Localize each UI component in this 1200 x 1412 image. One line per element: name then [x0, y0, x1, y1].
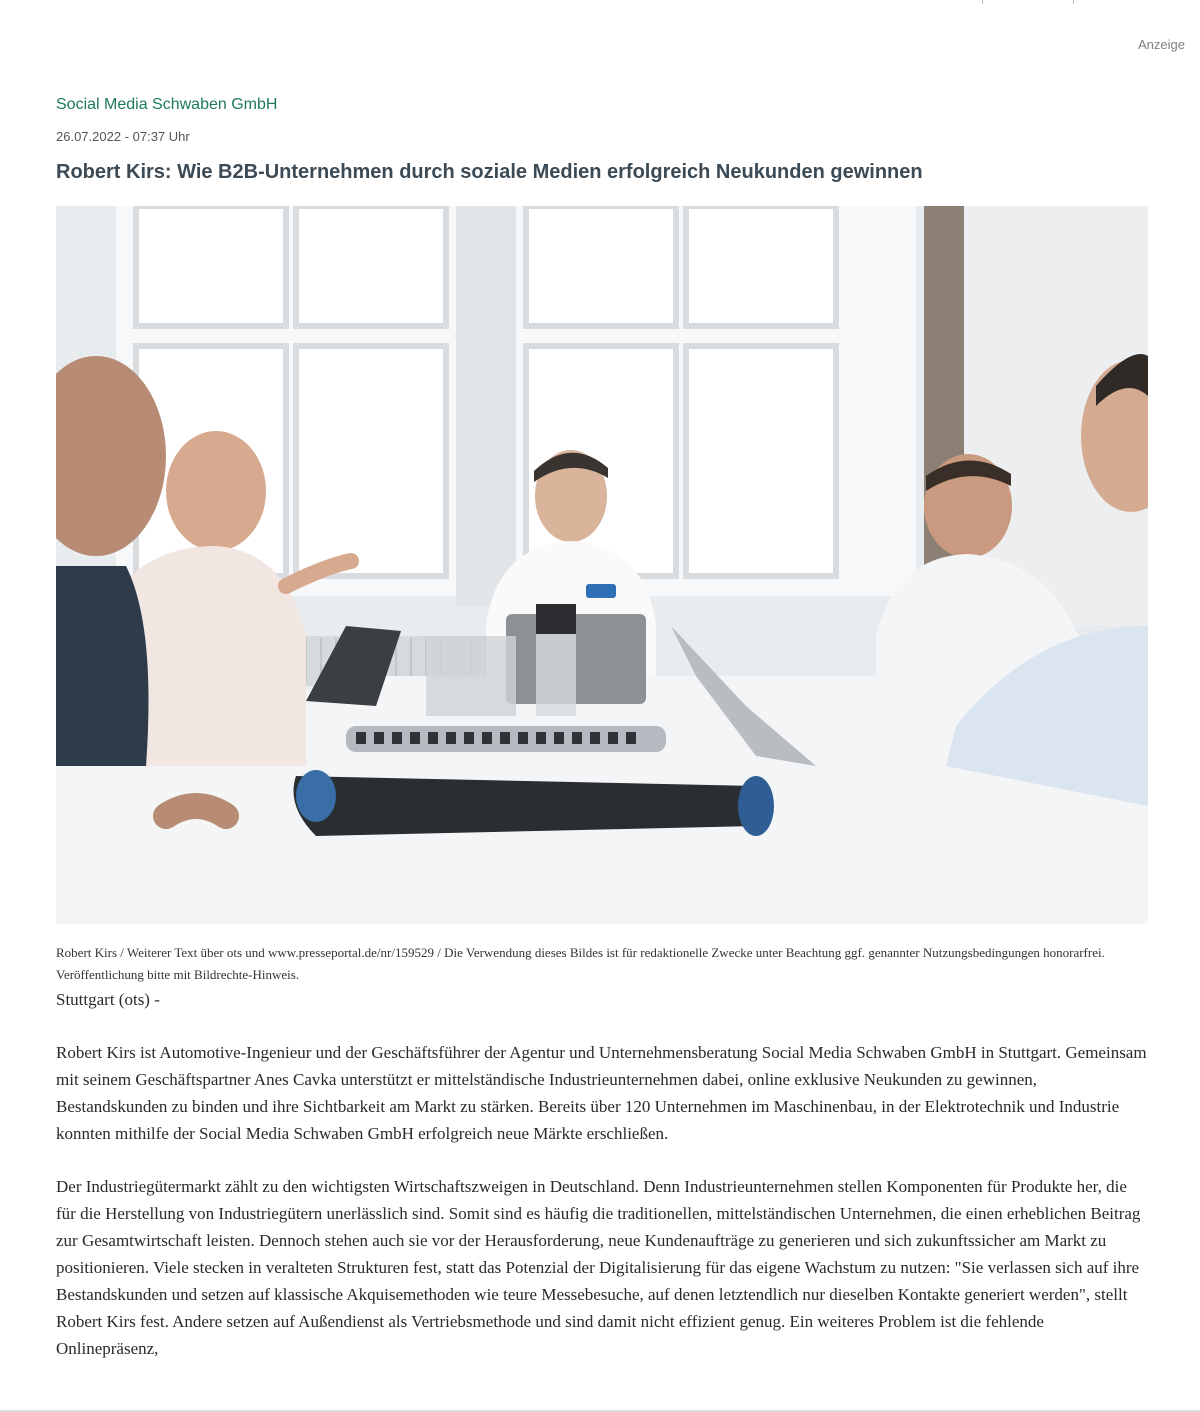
publish-date: 26.07.2022 - 07:37 Uhr: [56, 129, 190, 144]
body-paragraph: Der Industriegütermarkt zählt zu den wichtigsten Wirtschaftszweigen in Deutschland. Denn Industrieunternehmen stellen Komponenten für Produkte her, die für die Herstellung von Industriegütern unerlässlich sind. Somit sind es häufig die traditionellen, mittelständischen Unternehmen, die einen erheblichen Beitrag zur Gesamtwirtschaft leisten. Dennoch stehen auch sie vor der Herausforderung, neue Kundenaufträge zu generieren und sich zukunftssicher am Markt zu positionieren. Viele stecken in veralteten Strukturen fest, statt das Potenzial der Digitalisierung für das eigene Wachstum zu nutzen: "Sie verlassen sich auf ihre Bestandskunden und setzen auf klassische Akquisemethoden wie teure Messebesuche, auf denen letztendlich nur dieselben Kontakte generiert werden", stellt Robert Kirs fest. Andere setzen auf Außendienst als Vertriebsmethode und sind damit nicht effizient genug. Ein weiteres Problem ist die fehlende Onlinepräsenz,: [56, 1177, 1141, 1358]
press-release-article: [56, 92, 1148, 1362]
dateline-location: Stuttgart (ots) -: [56, 990, 160, 1009]
article-headline: Robert Kirs: Wie B2B-Unternehmen durch soziale Medien erfolgreich Neukunden gewinnen: [56, 161, 923, 183]
image-caption: Robert Kirs / Weiterer Text über ots und www.presseportal.de/nr/159529 / Die Verwendung dieses Bildes ist für redaktionelle Zwecke unter Beachtung ggf. genannter Nutzungsbedingungen honorarfrei. Veröffentlichung bitte mit Bildrechte-Hinweis.: [56, 945, 1105, 982]
nav-separator: [982, 0, 983, 4]
article-photo[interactable]: [56, 206, 1148, 924]
publisher-link[interactable]: Social Media Schwaben GmbH: [56, 96, 278, 113]
nav-separator: [1073, 0, 1074, 4]
article-body: [56, 986, 1148, 1362]
body-paragraph: Robert Kirs ist Automotive-Ingenieur und der Geschäftsführer der Agentur und Unternehmensberatung Social Media Schwaben GmbH in Stuttgart. Gemeinsam mit seinem Geschäftspartner Anes Cavka unterstützt er mittelständische Industrieunternehmen dabei, online exklusive Neukunden zu gewinnen, Bestandskunden zu binden und ihre Sichtbarkeit am Markt zu stärken. Bereits über 120 Unternehmen im Maschinenbau, in der Elektrotechnik und Industrie konnten mithilfe der Social Media Schwaben GmbH erfolgreich neue Märkte erschließen.: [56, 1043, 1147, 1143]
ad-label: Anzeige: [1138, 37, 1185, 52]
top-nav-remnant: [0, 0, 1200, 6]
